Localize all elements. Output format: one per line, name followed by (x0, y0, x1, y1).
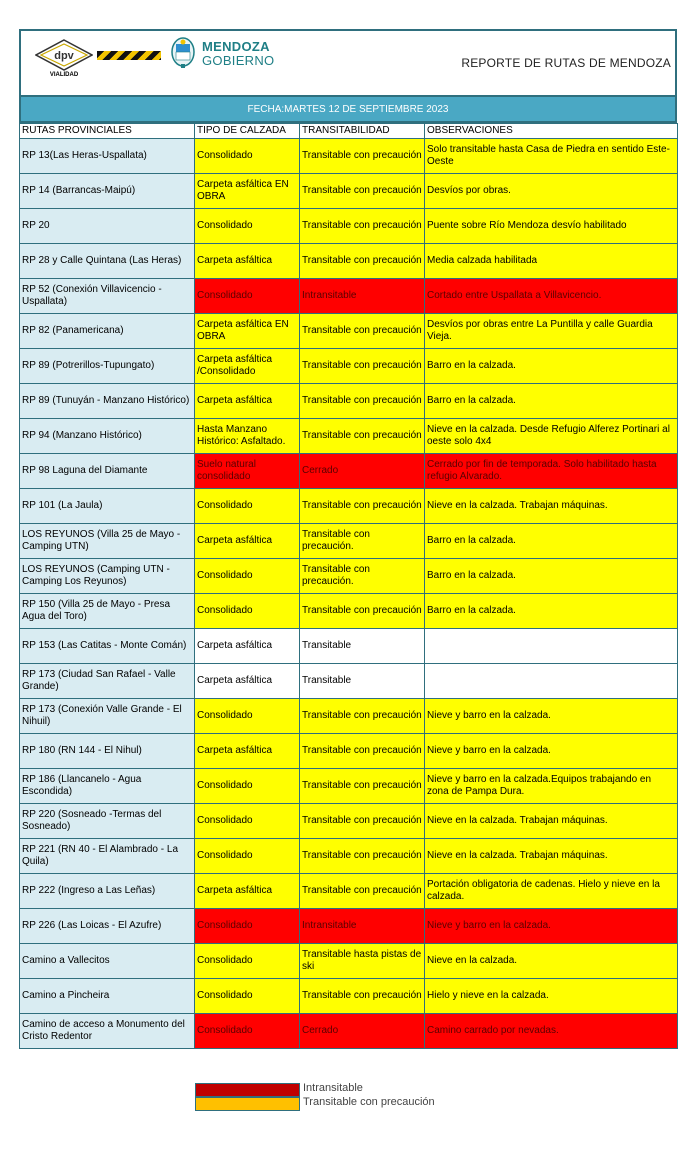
route-cell: RP 173 (Ciudad San Rafael - Valle Grande) (20, 664, 195, 699)
notes-cell: Puente sobre Río Mendoza desvío habilitado (425, 209, 678, 244)
notes-cell: Camino carrado por nevadas. (425, 1014, 678, 1049)
legend-label: Transitable con precaución (303, 1096, 435, 1108)
status-cell: Transitable (300, 664, 425, 699)
column-header: RUTAS PROVINCIALES (20, 124, 195, 139)
status-cell: Transitable con precaución (300, 699, 425, 734)
surface-cell: Consolidado (195, 209, 300, 244)
surface-cell: Consolidado (195, 804, 300, 839)
legend-swatch (195, 1083, 300, 1097)
notes-cell: Cerrado por fin de temporada. Solo habilitado hasta refugio Alvarado. (425, 454, 678, 489)
status-cell: Transitable con precaución (300, 979, 425, 1014)
surface-cell: Consolidado (195, 769, 300, 804)
column-header: TIPO DE CALZADA (195, 124, 300, 139)
table-row (20, 384, 678, 419)
surface-cell: Carpeta asfáltica (195, 629, 300, 664)
table-row (20, 524, 678, 559)
table-row (20, 349, 678, 384)
notes-cell: Desvíos por obras. (425, 174, 678, 209)
status-cell: Transitable con precaución (300, 489, 425, 524)
surface-cell: Carpeta asfáltica (195, 384, 300, 419)
svg-text:dpv: dpv (54, 50, 74, 62)
status-cell: Transitable con precaución (300, 314, 425, 349)
date-bar: FECHA:MARTES 12 DE SEPTIEMBRE 2023 (19, 95, 677, 123)
surface-cell: Consolidado (195, 909, 300, 944)
table-row (20, 944, 678, 979)
gov-sub: GOBIERNO (202, 53, 275, 68)
notes-cell (425, 629, 678, 664)
route-cell: RP 222 (Ingreso a Las Leñas) (20, 874, 195, 909)
status-cell: Transitable con precaución (300, 139, 425, 174)
legend-swatch (195, 1097, 300, 1111)
column-header: TRANSITABILIDAD (300, 124, 425, 139)
route-cell: RP 89 (Tunuyán - Manzano Histórico) (20, 384, 195, 419)
notes-cell: Barro en la calzada. (425, 524, 678, 559)
table-row (20, 279, 678, 314)
notes-cell: Hielo y nieve en la calzada. (425, 979, 678, 1014)
route-cell: LOS REYUNOS (Villa 25 de Mayo - Camping UTN) (20, 524, 195, 559)
table-row (20, 909, 678, 944)
surface-cell: Carpeta asfáltica (195, 734, 300, 769)
route-cell: RP 94 (Manzano Histórico) (20, 419, 195, 454)
table-row (20, 419, 678, 454)
table-row (20, 979, 678, 1014)
notes-cell (425, 664, 678, 699)
report-header (19, 29, 677, 95)
table-row (20, 839, 678, 874)
notes-cell: Barro en la calzada. (425, 349, 678, 384)
route-cell: Camino de acceso a Monumento del Cristo Redentor (20, 1014, 195, 1049)
surface-cell: Consolidado (195, 1014, 300, 1049)
caution-stripes (97, 51, 161, 60)
surface-cell: Carpeta asfáltica EN OBRA (195, 174, 300, 209)
status-cell: Transitable con precaución. (300, 559, 425, 594)
notes-cell: Barro en la calzada. (425, 559, 678, 594)
table-row (20, 769, 678, 804)
route-cell: Camino a Pincheira (20, 979, 195, 1014)
surface-cell: Consolidado (195, 594, 300, 629)
surface-cell: Carpeta asfáltica EN OBRA (195, 314, 300, 349)
vialidad-label: VIALIDAD (49, 72, 79, 78)
report-title: REPORTE DE RUTAS DE MENDOZA (461, 56, 671, 70)
notes-cell: Nieve y barro en la calzada. (425, 734, 678, 769)
route-cell: RP 28 y Calle Quintana (Las Heras) (20, 244, 195, 279)
table-row (20, 594, 678, 629)
route-cell: RP 180 (RN 144 - El Nihul) (20, 734, 195, 769)
status-cell: Cerrado (300, 1014, 425, 1049)
table-row (20, 209, 678, 244)
table-row (20, 454, 678, 489)
surface-cell: Carpeta asfáltica (195, 874, 300, 909)
table-header-row (20, 124, 678, 139)
column-header: OBSERVACIONES (425, 124, 678, 139)
status-cell: Cerrado (300, 454, 425, 489)
mendoza-shield-icon (171, 37, 195, 69)
notes-cell: Media calzada habilitada (425, 244, 678, 279)
route-cell: RP 186 (Llancanelo - Agua Escondida) (20, 769, 195, 804)
table-row (20, 734, 678, 769)
status-cell: Transitable con precaución (300, 839, 425, 874)
gov-name: MENDOZA (202, 39, 270, 54)
surface-cell: Consolidado (195, 489, 300, 524)
table-row (20, 664, 678, 699)
surface-cell: Consolidado (195, 944, 300, 979)
surface-cell: Consolidado (195, 979, 300, 1014)
route-cell: Camino a Vallecitos (20, 944, 195, 979)
table-row (20, 489, 678, 524)
table-row (20, 629, 678, 664)
status-cell: Intransitable (300, 909, 425, 944)
status-cell: Transitable con precaución (300, 419, 425, 454)
route-cell: RP 14 (Barrancas-Maipú) (20, 174, 195, 209)
route-cell: RP 52 (Conexión Villavicencio - Uspallata) (20, 279, 195, 314)
notes-cell: Desvíos por obras entre La Puntilla y calle Guardia Vieja. (425, 314, 678, 349)
status-cell: Transitable con precaución (300, 874, 425, 909)
route-cell: RP 13(Las Heras-Uspallata) (20, 139, 195, 174)
surface-cell: Carpeta asfáltica (195, 524, 300, 559)
status-cell: Transitable (300, 629, 425, 664)
routes-table (19, 123, 678, 1049)
route-cell: RP 82 (Panamericana) (20, 314, 195, 349)
table-row (20, 314, 678, 349)
surface-cell: Consolidado (195, 139, 300, 174)
surface-cell: Consolidado (195, 559, 300, 594)
notes-cell: Portación obligatoria de cadenas. Hielo y nieve en la calzada. (425, 874, 678, 909)
notes-cell: Solo transitable hasta Casa de Piedra en sentido Este-Oeste (425, 139, 678, 174)
surface-cell: Carpeta asfáltica /Consolidado (195, 349, 300, 384)
route-cell: RP 98 Laguna del Diamante (20, 454, 195, 489)
legend-label: Intransitable (303, 1082, 363, 1094)
notes-cell: Nieve y barro en la calzada. (425, 699, 678, 734)
status-cell: Intransitable (300, 279, 425, 314)
notes-cell: Nieve en la calzada. Trabajan máquinas. (425, 804, 678, 839)
table-row (20, 874, 678, 909)
surface-cell: Suelo natural consolidado (195, 454, 300, 489)
route-cell: RP 226 (Las Loicas - El Azufre) (20, 909, 195, 944)
notes-cell: Nieve en la calzada. Trabajan máquinas. (425, 489, 678, 524)
report-sheet (19, 29, 677, 1049)
route-cell: RP 101 (La Jaula) (20, 489, 195, 524)
notes-cell: Nieve en la calzada. (425, 944, 678, 979)
status-cell: Transitable con precaución (300, 804, 425, 839)
table-row (20, 559, 678, 594)
table-row (20, 699, 678, 734)
surface-cell: Carpeta asfáltica (195, 244, 300, 279)
route-cell: LOS REYUNOS (Camping UTN - Camping Los Reyunos) (20, 559, 195, 594)
table-row (20, 244, 678, 279)
notes-cell: Barro en la calzada. (425, 384, 678, 419)
surface-cell: Carpeta asfáltica (195, 664, 300, 699)
table-row (20, 174, 678, 209)
notes-cell: Cortado entre Uspallata a Villavicencio. (425, 279, 678, 314)
notes-cell: Nieve en la calzada. Trabajan máquinas. (425, 839, 678, 874)
status-cell: Transitable con precaución (300, 174, 425, 209)
status-cell: Transitable con precaución (300, 244, 425, 279)
table-row (20, 1014, 678, 1049)
route-cell: RP 89 (Potrerillos-Tupungato) (20, 349, 195, 384)
status-cell: Transitable hasta pistas de ski (300, 944, 425, 979)
status-cell: Transitable con precaución (300, 769, 425, 804)
route-cell: RP 220 (Sosneado -Termas del Sosneado) (20, 804, 195, 839)
surface-cell: Consolidado (195, 839, 300, 874)
surface-cell: Hasta Manzano Histórico: Asfaltado. (195, 419, 300, 454)
surface-cell: Consolidado (195, 699, 300, 734)
status-cell: Transitable con precaución (300, 384, 425, 419)
status-cell: Transitable con precaución (300, 734, 425, 769)
route-cell: RP 221 (RN 40 - El Alambrado - La Quila) (20, 839, 195, 874)
route-cell: RP 173 (Conexión Valle Grande - El Nihuil) (20, 699, 195, 734)
table-row (20, 139, 678, 174)
route-cell: RP 150 (Villa 25 de Mayo - Presa Agua del Toro) (20, 594, 195, 629)
notes-cell: Nieve y barro en la calzada.Equipos trabajando en zona de Pampa Dura. (425, 769, 678, 804)
table-row (20, 804, 678, 839)
surface-cell: Consolidado (195, 279, 300, 314)
notes-cell: Nieve en la calzada. Desde Refugio Alferez Portinari al oeste solo 4x4 (425, 419, 678, 454)
status-cell: Transitable con precaución (300, 594, 425, 629)
status-cell: Transitable con precaución (300, 349, 425, 384)
vialidad-logo-icon (35, 39, 93, 71)
status-cell: Transitable con precaución (300, 209, 425, 244)
route-cell: RP 153 (Las Catitas - Monte Comán) (20, 629, 195, 664)
route-cell: RP 20 (20, 209, 195, 244)
status-cell: Transitable con precaución. (300, 524, 425, 559)
notes-cell: Barro en la calzada. (425, 594, 678, 629)
notes-cell: Nieve y barro en la calzada. (425, 909, 678, 944)
